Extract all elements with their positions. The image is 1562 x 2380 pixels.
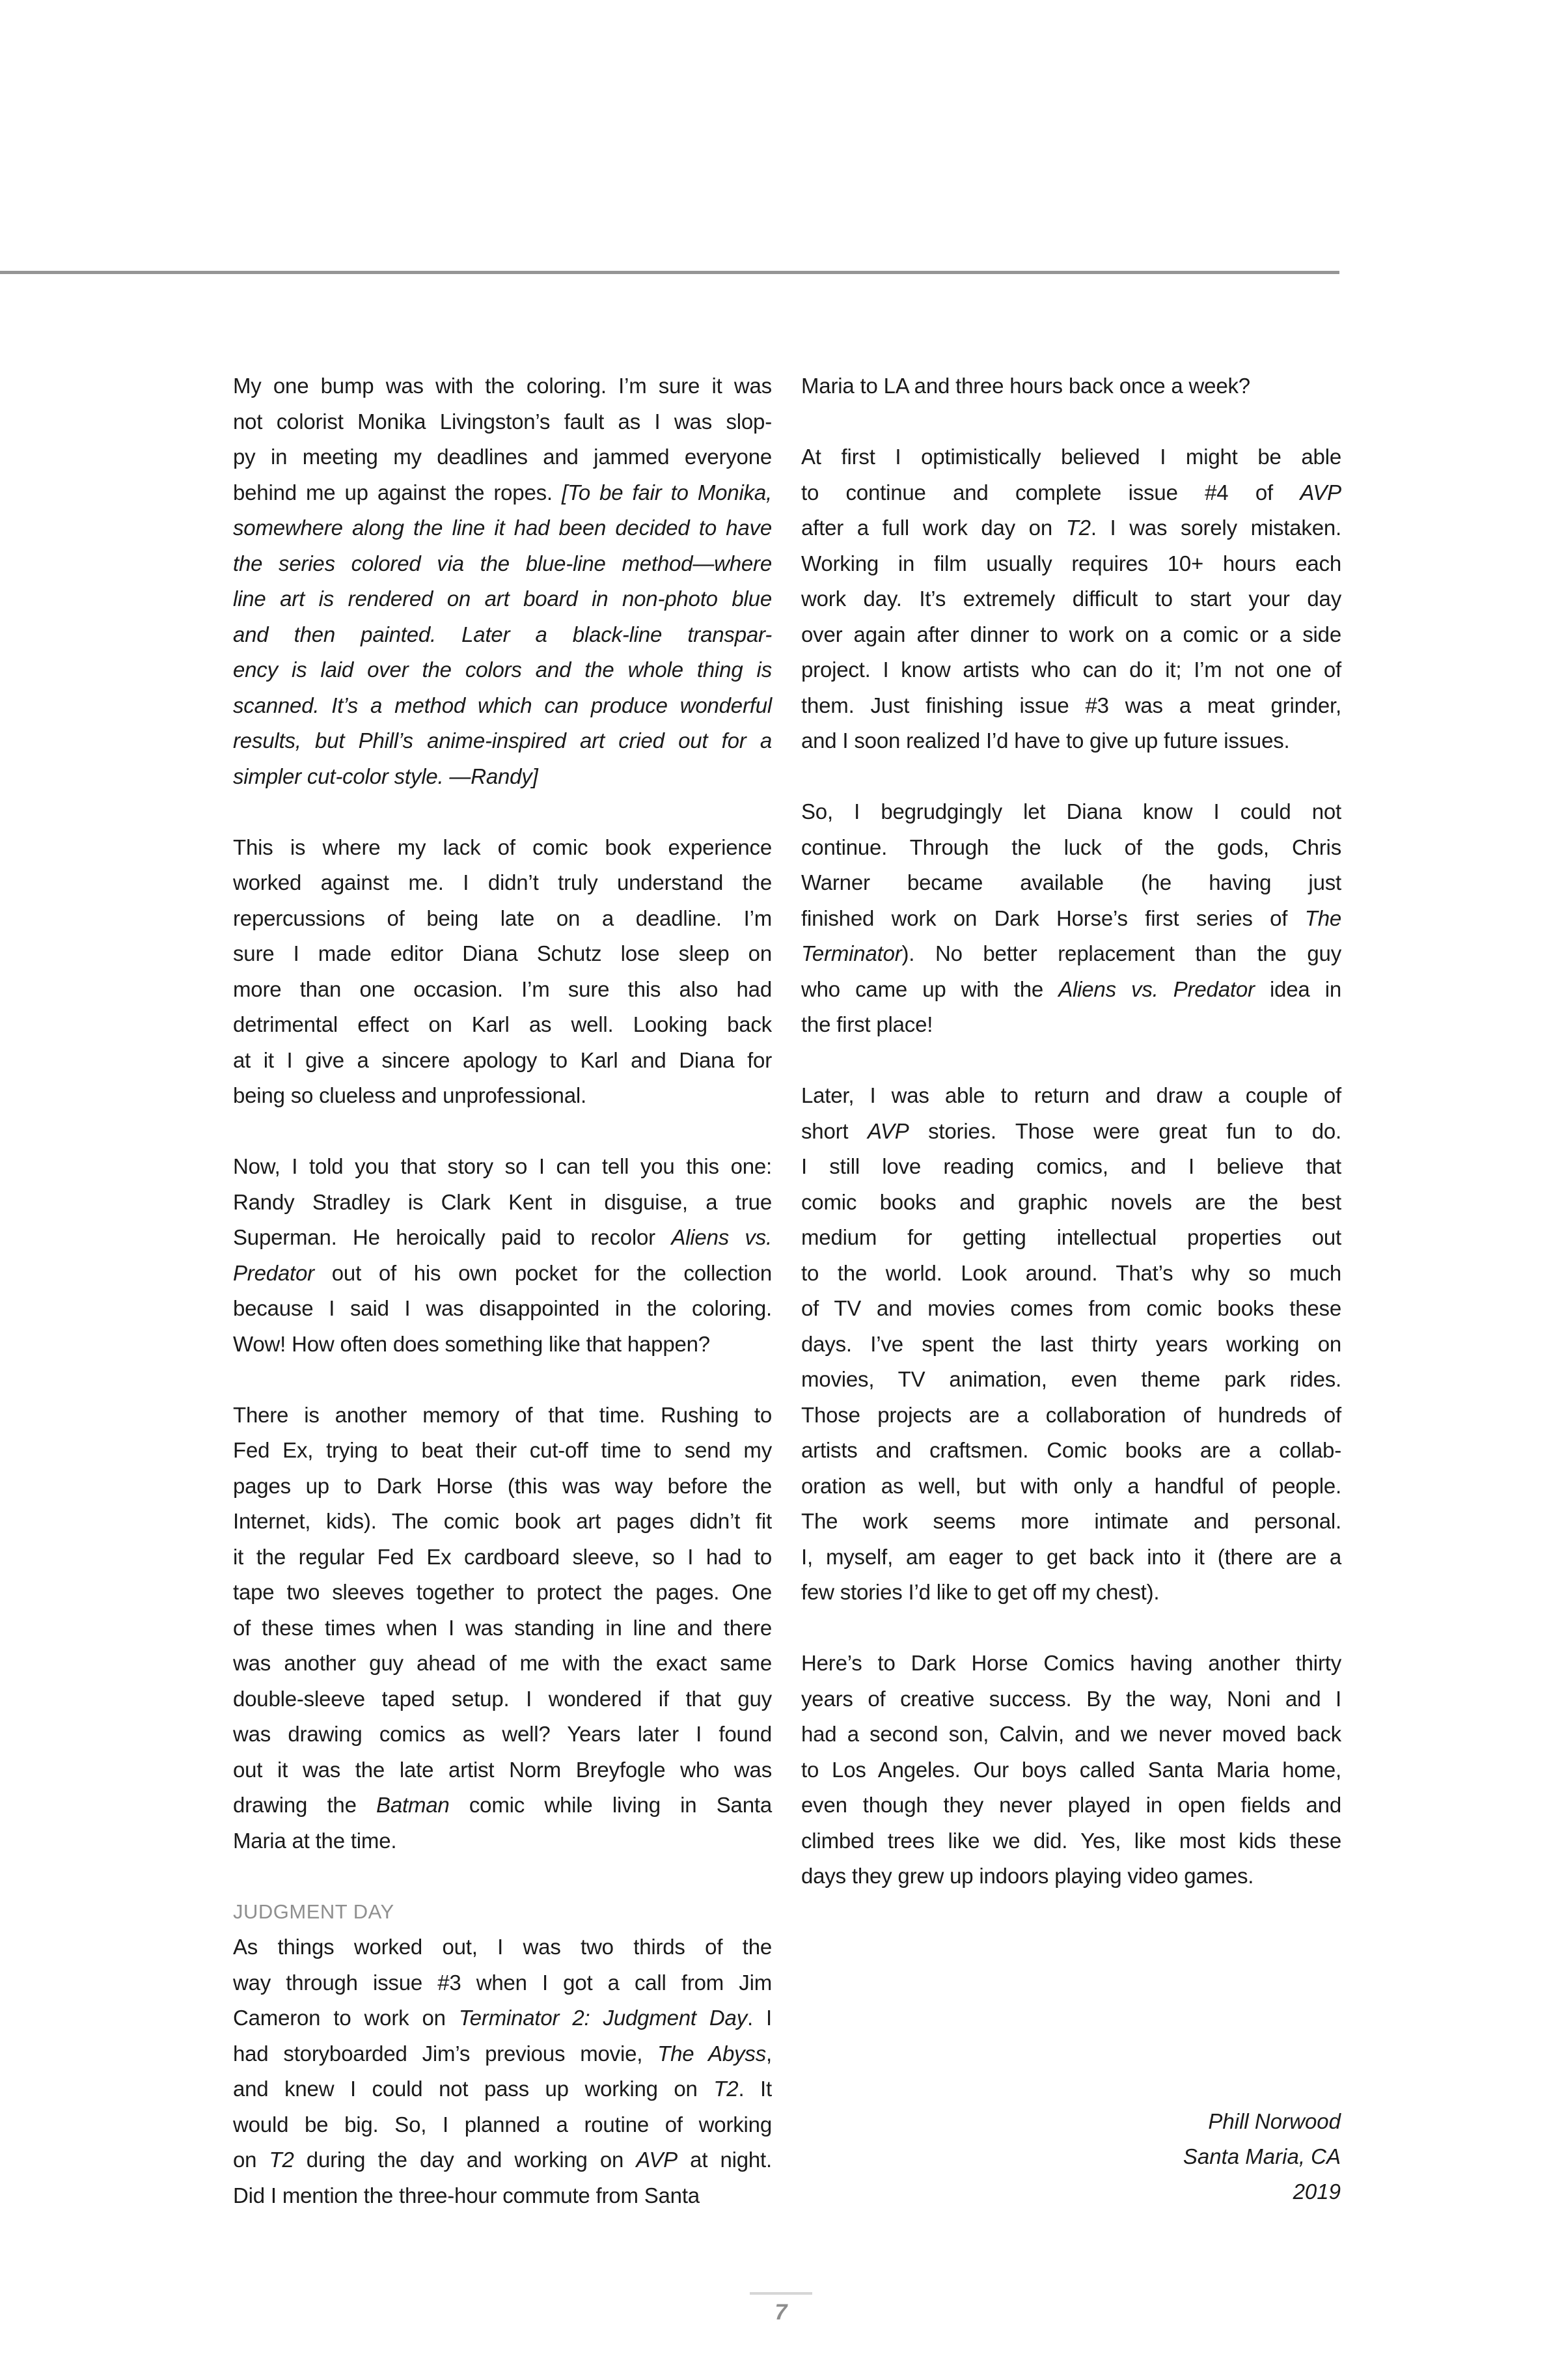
text-line: worked against me. I didn’t truly understand the [233,870,772,894]
text-line: I still love reading comics, and I believe that [801,1154,1341,1178]
text-line: and then painted. Later a black-line transpar- [233,622,772,646]
text-line: Randy Stradley is Clark Kent in disguise, a true [233,1189,772,1214]
text-line: after a full work day on T2. I was sorely mistaken. [801,516,1342,540]
paragraph-gap [801,759,1341,795]
text-line: ency is laid over the colors and the whole thing is [233,657,772,682]
text-line: At first I optimistically believed I might be able [801,445,1341,469]
text-line: Working in film usually requires 10+ hours each [801,551,1341,575]
text-line: even though they never played in open fields and [801,1793,1341,1817]
paragraph [801,368,1341,404]
text-line: My one bump was with the coloring. I’m sure it was [233,374,772,398]
text-line: results, but Phill’s anime-inspired art cried out for a [233,728,772,753]
text-line: days they grew up indoors playing video games. [801,1864,1254,1888]
left-column [233,368,772,2213]
text-line: and knew I could not pass up working on T2. It [233,2077,772,2101]
text-line: This is where my lack of comic book experience [233,835,772,859]
text-line: As things worked out, I was two thirds of the [233,1935,772,1959]
paragraph-gap [801,1043,1341,1079]
text-line: pages up to Dark Horse (this was way before the [233,1473,772,1498]
text-line: repercussions of being late on a deadline. I’m [233,906,772,930]
text-line: movies, TV animation, even theme park rides. [801,1367,1341,1391]
text-line: Later, I was able to return and draw a couple of [801,1083,1341,1107]
text-line: way through issue #3 when I got a call from Jim [233,1970,772,1995]
text-line: because I said I was disappointed in the coloring. [233,1296,772,1320]
text-line: days. I’ve spent the last thirty years working on [801,1331,1341,1356]
text-line: to the world. Look around. That’s why so much [801,1260,1341,1285]
text-line: comic books and graphic novels are the best [801,1189,1341,1214]
text-line: climbed trees like we did. Yes, like most kids these [801,1828,1341,1853]
text-line: who came up with the Aliens vs. Predator idea in [801,976,1342,1001]
text-line: years of creative success. By the way, Noni and I [801,1686,1341,1711]
text-line: had storyboarded Jim’s previous movie, The Abyss, [233,2041,772,2066]
signature-year: 2019 [1293,2179,1341,2204]
text-line: artists and craftsmen. Comic books are a collab- [801,1438,1341,1462]
text-line: Now, I told you that story so I can tell you this one: [233,1154,772,1178]
paragraph-gap [801,404,1341,440]
section-paragraph [233,1930,772,2213]
text-line: detrimental effect on Karl as well. Looking back [233,1012,772,1036]
text-line: work day. It’s extremely difficult to start your day [801,587,1341,611]
text-line: Those projects are a collaboration of hundreds of [801,1402,1341,1427]
text-line: Cameron to work on Terminator 2: Judgment Day. I [233,2006,773,2030]
text-line: was another guy ahead of me with the exact same [233,1651,772,1675]
text-line: finished work on Dark Horse’s first series of The [801,906,1341,930]
text-line: Maria to LA and three hours back once a week? [801,374,1250,398]
header-rule [0,271,1339,274]
paragraph-gap [801,1611,1341,1646]
footer-rule [750,2292,812,2295]
text-line: oration as well, but with only a handful of people. [801,1473,1341,1498]
text-line: Internet, kids). The comic book art pages didn’t fit [233,1509,772,1533]
text-line: had a second son, Calvin, and we never moved back [801,1722,1341,1746]
left-paragraphs [233,368,772,1894]
text-line: Superman. He heroically paid to recolor Aliens vs. [233,1225,773,1249]
text-line: sure I made editor Diana Schutz lose sleep on [233,941,772,965]
text-line: I, myself, am eager to get back into it (there are a [801,1544,1341,1569]
paragraph [233,1930,772,2213]
text-line: py in meeting my deadlines and jammed everyone [233,445,772,469]
text-line: project. I know artists who can do it; I’m not one of [801,657,1341,682]
text-line: would be big. So, I planned a routine of working [233,2112,772,2137]
text-line: to continue and complete issue #4 of AVP [801,480,1341,505]
text-line: medium for getting intellectual properties out [801,1225,1341,1249]
paragraph [801,1078,1341,1611]
text-line: drawing the Batman comic while living in Santa [233,1793,772,1817]
signature-name: Phill Norwood [1208,2109,1341,2133]
signature-block [1183,2104,1341,2209]
text-line: Fed Ex, trying to beat their cut-off time to send my [233,1438,772,1462]
paragraph [233,368,772,794]
text-line: out it was the late artist Norm Breyfogle who was [233,1757,772,1782]
paragraph-gap [233,1859,772,1894]
text-line: few stories I’d like to get off my chest). [801,1580,1160,1604]
text-line: somewhere along the line it had been decided to have [233,516,772,540]
paragraph-gap [233,1114,772,1150]
paragraph-gap [801,1894,1341,1930]
text-line: on T2 during the day and working on AVP at night. [233,2148,772,2172]
text-line: So, I begrudgingly let Diana know I could not [801,799,1341,823]
paragraph [801,794,1341,1043]
text-line: more than one occasion. I’m sure this also had [233,976,772,1001]
paragraph [233,830,772,1114]
text-line: Terminator). No better replacement than the guy [801,941,1341,965]
section-heading: JUDGMENT DAY [233,1900,394,1923]
paragraph [233,1398,772,1859]
text-line: scanned. It’s a method which can produce wonderful [233,693,772,717]
text-line: to Los Angeles. Our boys called Santa Maria home, [801,1757,1341,1782]
text-line: and I soon realized I’d have to give up future issues. [801,728,1290,753]
text-line: the series colored via the blue-line method—where [233,551,772,575]
text-line: being so clueless and unprofessional. [233,1083,586,1107]
text-line: tape two sleeves together to protect the pages. One [233,1580,772,1604]
paragraph [801,1646,1341,1894]
text-line: them. Just finishing issue #3 was a meat grinder, [801,693,1341,717]
text-line: Predator out of his own pocket for the collection [233,1260,772,1285]
text-line: was drawing comics as well? Years later I found [233,1722,772,1746]
text-line: Wow! How often does something like that happen? [233,1331,710,1356]
text-line: of TV and movies comes from comic books these [801,1296,1341,1320]
text-line: Maria at the time. [233,1828,397,1853]
text-line: over again after dinner to work on a comic or a side [801,622,1341,646]
text-line: at it I give a sincere apology to Karl and Diana for [233,1047,772,1072]
paragraph [801,439,1341,759]
paragraph-gap [233,1362,772,1398]
page-number: 7 [774,2300,788,2325]
text-line: continue. Through the luck of the gods, Chris [801,835,1341,859]
text-line: behind me up against the ropes. [To be fair to Monika, [233,480,773,505]
text-line: not colorist Monika Livingston’s fault as I was slop- [233,409,772,434]
text-line: simpler cut-color style. —Randy] [233,764,538,788]
text-line: of these times when I was standing in line and there [233,1615,772,1640]
text-line: Here’s to Dark Horse Comics having another thirty [801,1651,1341,1675]
text-line: Warner became available (he having just [801,870,1341,894]
right-column [801,368,1341,1930]
text-line: double-sleeve taped setup. I wondered if that guy [233,1686,772,1711]
text-line: the first place! [801,1012,933,1036]
text-line: line art is rendered on art board in non-photo blue [233,587,772,611]
right-paragraphs [801,368,1341,1930]
paragraph-gap [233,794,772,830]
text-line: The work seems more intimate and personal. [801,1509,1341,1533]
text-line: Did I mention the three-hour commute from Santa [233,2183,700,2207]
paragraph [233,1149,772,1362]
signature-place: Santa Maria, CA [1183,2144,1341,2168]
text-line: short AVP stories. Those were great fun to do. [801,1118,1341,1143]
text-line: There is another memory of that time. Rushing to [233,1402,772,1427]
text-line: it the regular Fed Ex cardboard sleeve, so I had to [233,1544,772,1569]
